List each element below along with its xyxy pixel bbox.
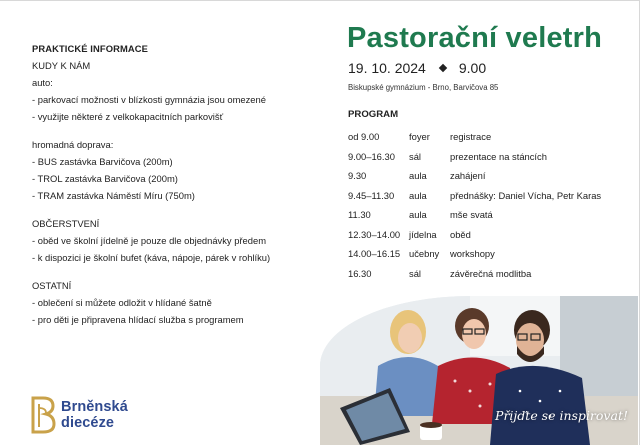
event-venue: Biskupské gymnázium - Brno, Barvičova 85: [348, 83, 499, 92]
program-place: aula: [409, 209, 427, 220]
food-item: - k dispozici je školní bufet (káva, nápoje, párek v rohlíku): [32, 252, 271, 263]
program-place: jídelna: [409, 228, 437, 240]
page-top-edge: [0, 0, 640, 1]
program-heading: PROGRAM: [348, 109, 399, 120]
other-heading: OSTATNÍ: [32, 280, 72, 291]
diocese-name-line2: diecéze: [61, 415, 115, 431]
program-place: foyer: [409, 131, 430, 142]
event-date: 19. 10. 2024: [348, 60, 426, 76]
diocese-logo: [30, 396, 128, 434]
transit-item: - BUS zastávka Barvičova (200m): [32, 156, 173, 167]
food-heading: OBČERSTVENÍ: [32, 218, 100, 229]
program-place: sál: [409, 150, 421, 162]
practical-info-heading: PRAKTICKÉ INFORMACE: [32, 43, 148, 54]
program-place: aula: [409, 189, 427, 201]
car-item: - využijte některé z velkokapacitních parkovišť: [32, 111, 224, 122]
program-activity: mše svatá: [450, 209, 493, 220]
program-activity: přednášky: Daniel Vícha, Petr Karas: [450, 189, 602, 201]
transit-label: hromadná doprava:: [32, 139, 114, 150]
program-activity: registrace: [450, 131, 492, 142]
program-time: 16.30: [348, 267, 372, 279]
transit-item: - TRAM zastávka Náměstí Míru (750m): [32, 190, 195, 201]
other-item: - oblečení si můžete odložit v hlídané šatně: [32, 297, 212, 308]
food-item: - oběd ve školní jídelně je pouze dle objednávky předem: [32, 235, 267, 246]
program-place: sál: [409, 267, 421, 279]
program-activity: zahájení: [450, 170, 486, 181]
diamond-separator-icon: [439, 64, 447, 72]
program-time: 14.00–16.15: [348, 248, 401, 259]
program-time: 9.30: [348, 170, 367, 181]
program-activity: prezentace na stáncích: [450, 150, 547, 162]
program-activity: oběd: [450, 228, 471, 240]
program-time: od 9.00: [348, 131, 380, 142]
program-time: 11.30: [348, 209, 371, 220]
program-time: 12.30–14.00: [348, 228, 401, 240]
program-place: učebny: [409, 248, 440, 259]
program-activity: workshopy: [450, 248, 495, 259]
diocese-name-line1: Brněnská: [61, 399, 128, 415]
diocese-name: [61, 399, 128, 431]
directions-heading: KUDY K NÁM: [32, 60, 91, 71]
event-datetime: [348, 60, 486, 76]
practical-info-section: [32, 40, 312, 328]
car-item: - parkovací možnosti v blízkosti gymnázia jsou omezené: [32, 94, 266, 105]
other-item: - pro děti je připravena hlídací služba s programem: [32, 314, 244, 325]
event-title: Pastorační veletrh: [347, 22, 603, 54]
transit-item: - TROL zastávka Barvičova (200m): [32, 173, 178, 184]
program-time: 9.45–11.30: [348, 189, 395, 201]
program-place: aula: [409, 170, 427, 181]
photo-tagline: Přijďte se inspirovat!: [495, 408, 628, 423]
people-photo: [320, 296, 638, 445]
diocese-emblem-icon: [30, 396, 56, 434]
program-time: 9.00–16.30: [348, 150, 395, 162]
program-activity: závěrečná modlitba: [450, 267, 532, 279]
event-time: 9.00: [458, 60, 487, 76]
car-label: auto:: [32, 77, 53, 88]
